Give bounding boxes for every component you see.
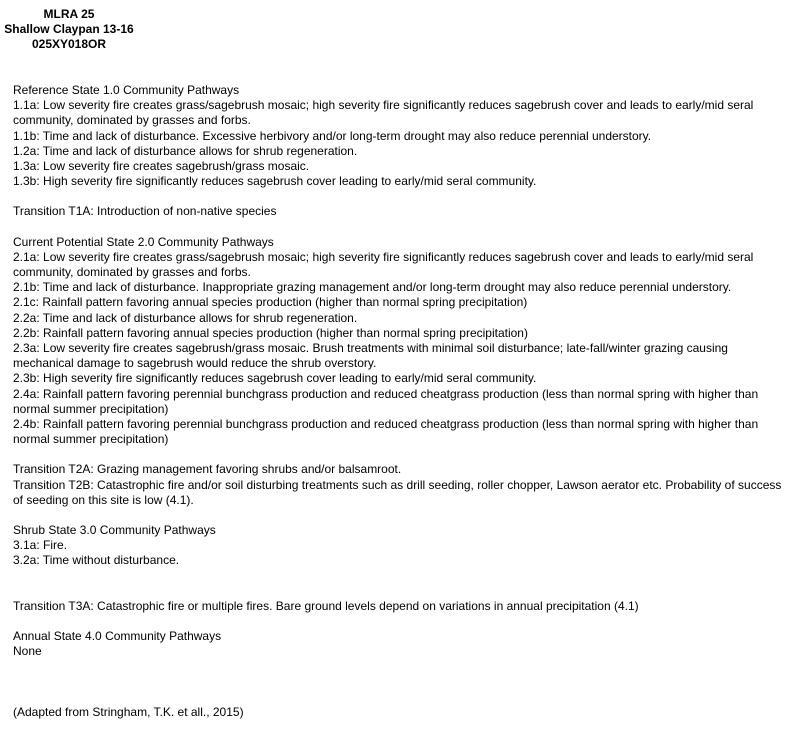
pathway-3-1a: 3.1a: Fire. bbox=[13, 538, 68, 553]
transition-t1a-section bbox=[13, 204, 791, 219]
site-name: Shallow Claypan 13-16 bbox=[4, 22, 134, 36]
spacer bbox=[13, 569, 791, 599]
transitions-t2-section bbox=[13, 462, 791, 508]
transition-t3a: Transition T3A: Catastrophic fire or multiple fires. Bare ground levels depend on variations in annual precipitation (4.1) bbox=[13, 598, 639, 613]
pathway-1-1b: 1.1b: Time and lack of disturbance. Excessive herbivory and/or long-term drought may also reduce perennial understory. bbox=[13, 128, 652, 143]
pathway-2-2b: 2.2b: Rainfall pattern favoring annual species production (higher than normal spring precipitation) bbox=[13, 325, 528, 340]
spacer bbox=[13, 508, 791, 523]
current-potential-state-section bbox=[13, 235, 791, 448]
pathway-annual-none: None bbox=[13, 644, 42, 659]
shrub-state-section bbox=[13, 523, 791, 569]
pathway-2-2a: 2.2a: Time and lack of disturbance allows for shrub regeneration. bbox=[13, 310, 358, 325]
citation-section bbox=[13, 705, 791, 720]
current-potential-state-title: Current Potential State 2.0 Community Pathways bbox=[13, 234, 274, 249]
pathway-2-4b: 2.4b: Rainfall pattern favoring perennial bunchgrass production and reduced cheatgrass production (less than normal spring with higher than normal summer precipitation) bbox=[13, 417, 759, 447]
citation: (Adapted from Stringham, T.K. et all., 2015) bbox=[13, 705, 244, 720]
pathway-1-1a: 1.1a: Low severity fire creates grass/sagebrush mosaic; high severity fire significantly reduces sagebrush cover and leads to early/mid seral community, dominated by grasses and forbs. bbox=[13, 98, 754, 128]
pathway-1-3b: 1.3b: High severity fire significantly reduces sagebrush cover leading to early/mid seral community. bbox=[13, 174, 537, 189]
reference-state-title: Reference State 1.0 Community Pathways bbox=[13, 83, 240, 97]
pathway-2-3a: 2.3a: Low severity fire creates sagebrush/grass mosaic. Brush treatments with minimal soil disturbance; late-fall/winter grazing causing mechanical damage to sagebrush would reduce the shrub overstory. bbox=[13, 341, 728, 371]
site-id: 025XY018OR bbox=[31, 37, 107, 51]
pathway-1-3a: 1.3a: Low severity fire creates sagebrush/grass mosaic. bbox=[13, 159, 310, 174]
spacer bbox=[13, 614, 791, 629]
pathway-2-4a: 2.4a: Rainfall pattern favoring perennial bunchgrass production and reduced cheatgrass production (less than normal spring with higher than normal summer precipitation) bbox=[13, 386, 759, 416]
annual-state-title: Annual State 4.0 Community Pathways bbox=[13, 628, 222, 643]
document-header bbox=[0, 7, 138, 52]
document-body bbox=[13, 83, 791, 721]
pathway-2-1b: 2.1b: Time and lack of disturbance. Inappropriate grazing management and/or long-term drought may also reduce perennial understory. bbox=[13, 280, 732, 295]
pathway-1-2a: 1.2a: Time and lack of disturbance allows for shrub regeneration. bbox=[13, 143, 358, 158]
annual-state-section bbox=[13, 629, 791, 659]
pathway-2-1a: 2.1a: Low severity fire creates grass/sagebrush mosaic; high severity fire significantly reduces sagebrush cover and leads to early/mid seral community, dominated by grasses and forbs. bbox=[13, 249, 754, 280]
transition-t2b: Transition T2B: Catastrophic fire and/or soil disturbing treatments such as drill seeding, roller chopper, Lawson aerator etc. Probability of success of seeding on this site is low (4.1). bbox=[13, 477, 782, 507]
transition-t3a-section bbox=[13, 599, 791, 614]
pathway-2-3b: 2.3b: High severity fire significantly reduces sagebrush cover leading to early/mid seral community. bbox=[13, 371, 537, 386]
spacer bbox=[13, 220, 791, 235]
shrub-state-title: Shrub State 3.0 Community Pathways bbox=[13, 523, 216, 538]
spacer bbox=[13, 447, 791, 462]
transition-t1a: Transition T1A: Introduction of non-native species bbox=[13, 204, 277, 219]
spacer bbox=[13, 659, 791, 705]
pathway-2-1c: 2.1c: Rainfall pattern favoring annual species production (higher than normal spring precipitation) bbox=[13, 295, 528, 310]
mlra-title: MLRA 25 bbox=[43, 7, 95, 21]
reference-state-section bbox=[13, 83, 791, 189]
transition-t2a: Transition T2A: Grazing management favoring shrubs and/or balsamroot. bbox=[13, 462, 402, 477]
pathway-3-2a: 3.2a: Time without disturbance. bbox=[13, 553, 180, 568]
spacer bbox=[13, 189, 791, 204]
